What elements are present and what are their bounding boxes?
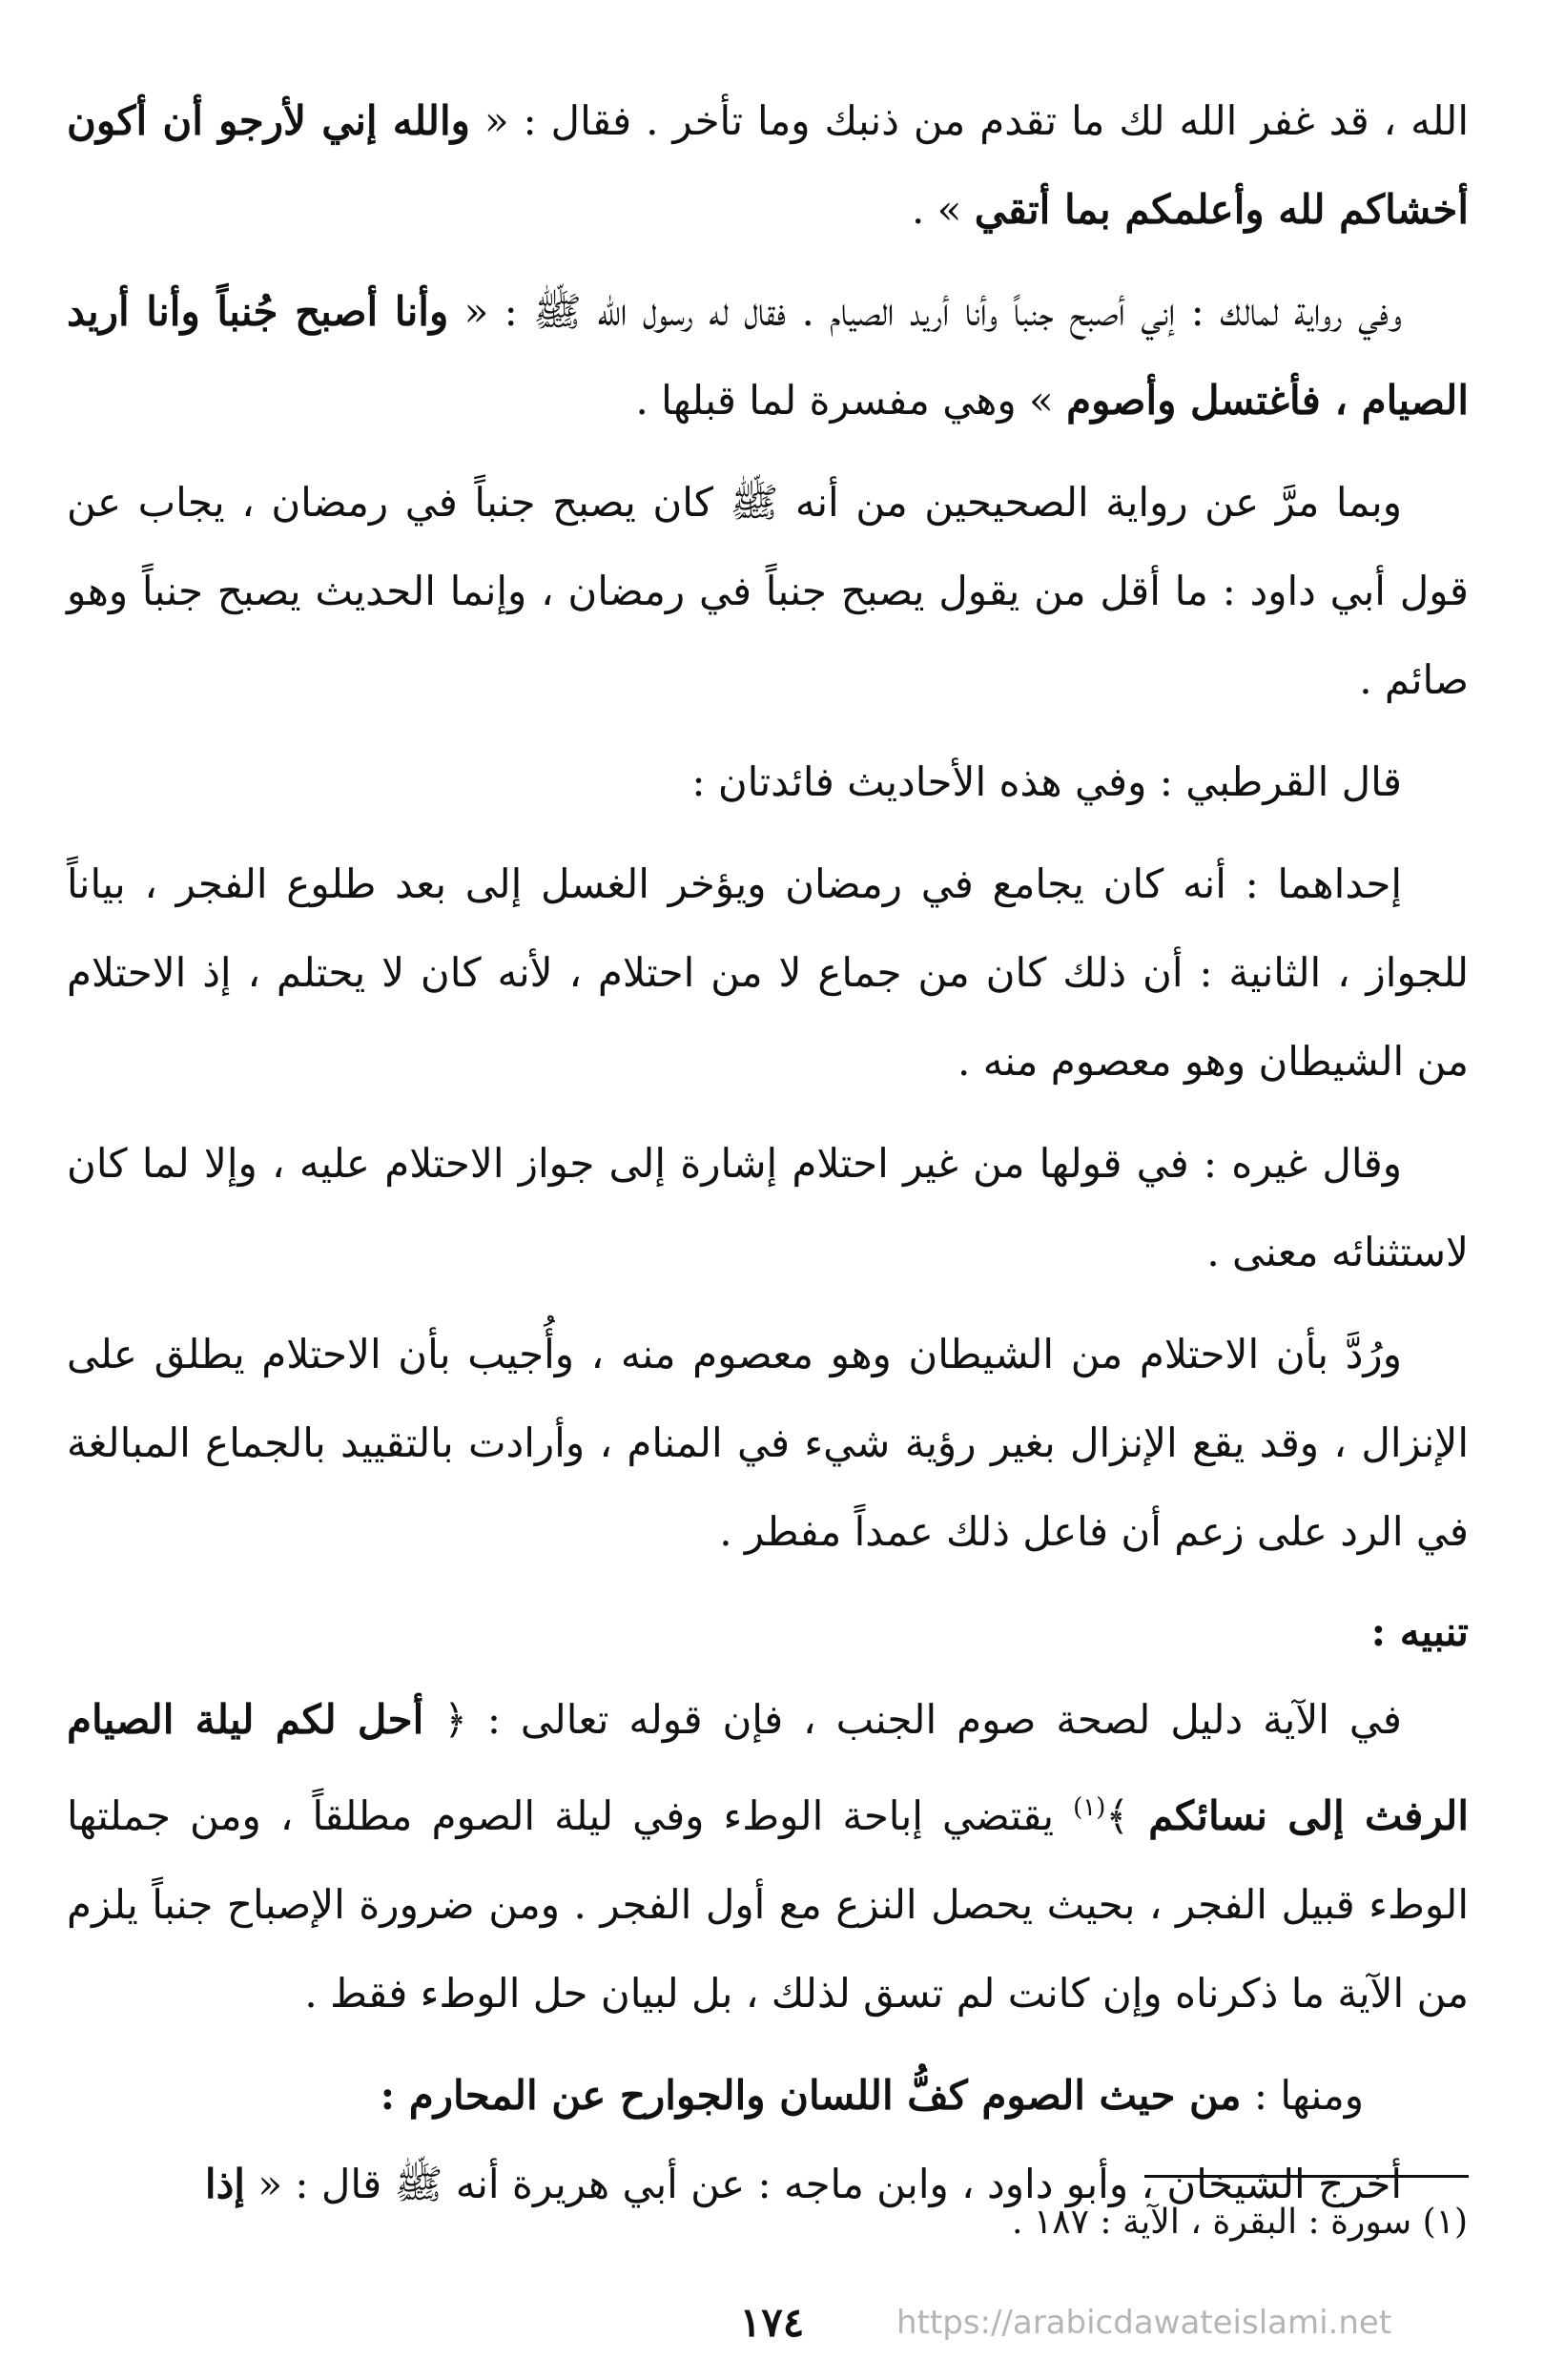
hadith-quote: إذا [204, 2161, 245, 2207]
book-page [67, 76, 1469, 2308]
text-segment: » . [911, 186, 975, 233]
page-number: ١٧٤ [739, 2299, 805, 2346]
quran-verse: أحل لكم ليلة الصيام الرفث إلى نسائكم [67, 1696, 1470, 1839]
hadith-quote: والله إني لأرجو أن أكون أخشاكم لله وأعلمكم بما أتقي [67, 97, 1469, 233]
text-segment: وبما مرَّ عن رواية الصحيحين من أنه ﷺ كان يصبح جنباً في رمضان ، يجاب عن قول أبي داود : ما أقل من يقول يصبح جنباً في رمضان ، وإنما الحديث يصبح جنباً وهو صائم . [67, 479, 1469, 703]
text-segment: قال القرطبي : وفي هذه الأحاديث فائدتان : [691, 758, 1402, 805]
footnote-divider [1144, 2175, 1469, 2178]
paragraph-6 [67, 1119, 1469, 1296]
section-title: من حيث الصوم كفُّ اللسان والجوارح عن المحارم : [380, 2072, 1242, 2119]
tanbih-paragraph [67, 1675, 1469, 2038]
paragraph-2 [67, 267, 1469, 445]
tanbih-heading: تنبيه : [1370, 1608, 1469, 1655]
text-segment: وفي رواية لمالك : إني أصبح جنباً وأنا أريد الصيام . فقال له رسول الله ﷺ : « [448, 288, 1402, 335]
text-segment: في الآية دليل لصحة صوم الجنب ، فإن قوله تعالى : ﴿ [423, 1696, 1402, 1743]
footnote: (١) سورة : البقرة ، الآية : ١٨٧ . [1012, 2203, 1468, 2242]
section-prefix: ومنها : [1241, 2072, 1364, 2119]
section-heading [67, 2051, 1469, 2140]
text-segment: ﴾ [1105, 1792, 1149, 1839]
text-segment: وقال غيره : في قولها من غير احتلام إشارة إلى جواز الاحتلام عليه ، وإلا لما كان لاستثنائه معنى . [67, 1140, 1469, 1275]
paragraph-7 [67, 1310, 1469, 1576]
text-segment: ورُدَّ بأن الاحتلام من الشيطان وهو معصوم منه ، وأُجيب بأن الاحتلام يطلق على الإنزال ، وقد يقع الإنزال بغير رؤية شيء في المنام ، وأرادت بالتقييد بالجماع المبالغة في الرد على زعم أن فاعل ذلك عمداً مفطر . [67, 1331, 1469, 1555]
paragraph-5 [67, 839, 1469, 1106]
text-segment: يقتضي إباحة الوطء وفي ليلة الصوم مطلقاً ، ومن جملتها الوطء قبيل الفجر ، بحيث يحصل النزع مع أول الفجر . ومن ضرورة الإصباح جنباً يلزم من الآية ما ذكرناه وإن كانت لم تسق لذلك ، بل لبيان حل الوطء فقط . [67, 1792, 1469, 2017]
footnote-reference: (١) [1073, 1793, 1106, 1822]
paragraph-1 [67, 76, 1469, 254]
text-segment: الله ، قد غفر الله لك ما تقدم من ذنبك وما تأخر . فقال : « [469, 97, 1469, 144]
text-segment: أخرج الشيخان ، وأبو داود ، وابن ماجه : عن أبي هريرة أنه ﷺ قال : « [244, 2161, 1402, 2207]
text-segment: » وهي مفسرة لما قبلها . [635, 377, 1067, 424]
text-segment: إحداهما : أنه كان يجامع في رمضان ويؤخر الغسل إلى بعد طلوع الفجر ، بياناً للجواز ، الثانية : أن ذلك كان من جماع لا من احتلام ، لأنه كان لا يحتلم ، إذ الاحتلام من الشيطان وهو معصوم منه . [67, 860, 1469, 1085]
hadith-quote: وأنا أصبح جُنباً وأنا أريد الصيام ، فأغتسل وأصوم [67, 288, 1469, 424]
paragraph-3 [67, 458, 1469, 724]
paragraph-4 [67, 737, 1469, 826]
watermark-url: https://arabicdawateislami.net [896, 2304, 1392, 2342]
